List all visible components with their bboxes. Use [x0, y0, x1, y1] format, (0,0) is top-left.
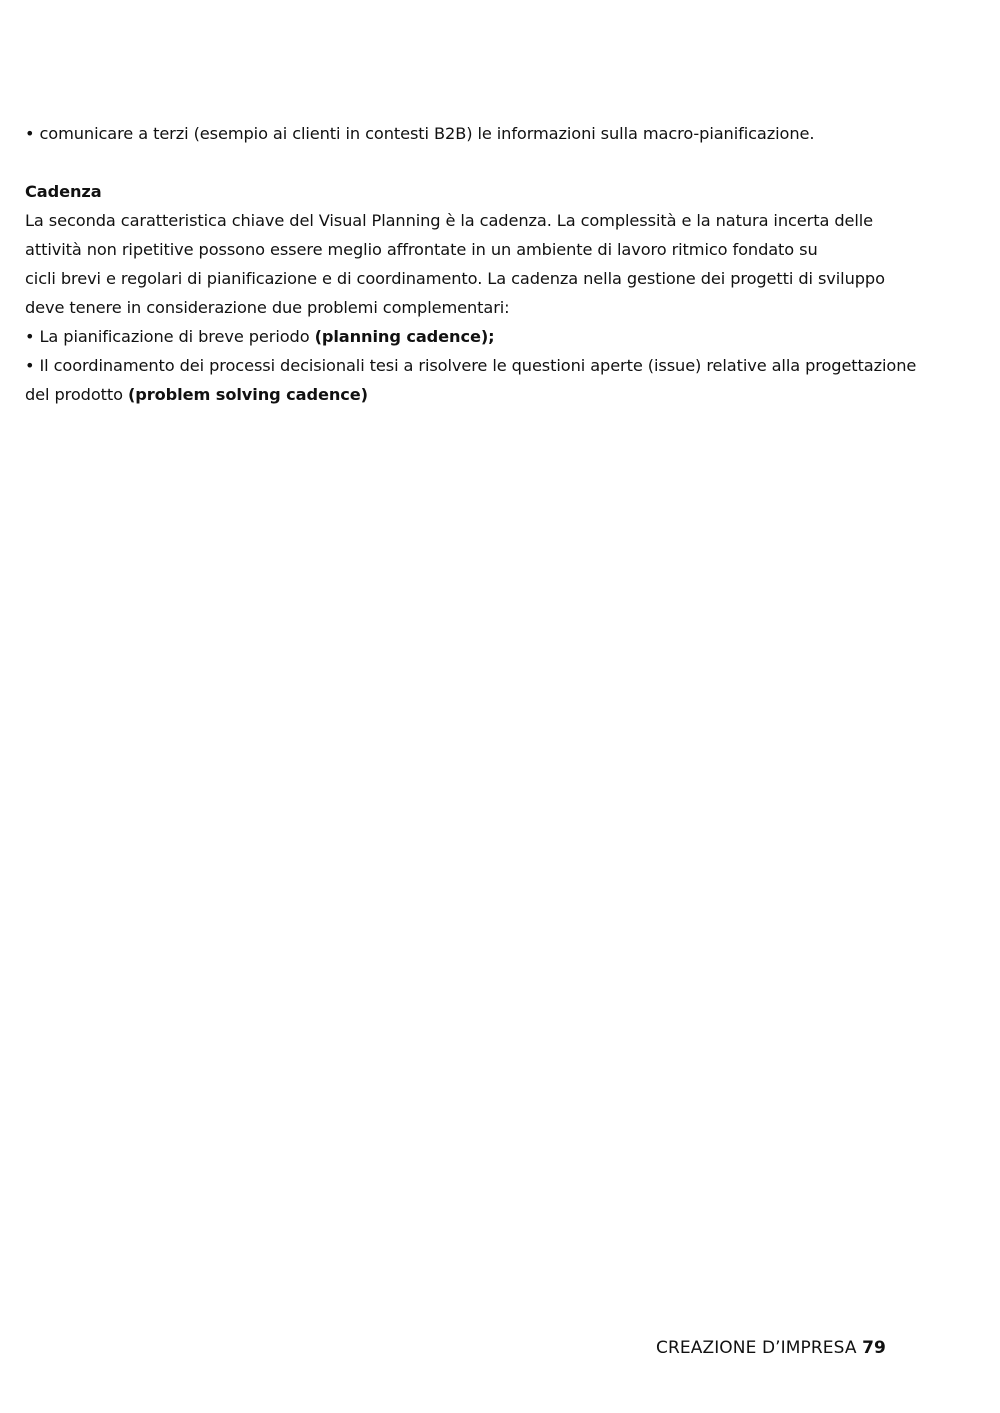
paragraph-line: deve tenere in considerazione due problemi complementari:: [25, 298, 510, 317]
bullet-bold-term: (planning cadence);: [314, 327, 495, 346]
bullet-planning-cadence: [25, 322, 970, 351]
page-number: 79: [862, 1338, 886, 1358]
bullet-coordination-line: • Il coordinamento dei processi decisionali tesi a risolvere le questioni aperte (issue) relative alla progettazione: [25, 356, 917, 375]
section-heading: Cadenza: [25, 182, 102, 201]
body-text: [25, 119, 970, 409]
paragraph-gap: [25, 148, 970, 177]
paragraph-line: attività non ripetitive possono essere meglio affrontate in un ambiente di lavoro ritmico fondato su: [25, 240, 818, 259]
paragraph-line: La seconda caratteristica chiave del Visual Planning è la cadenza. La complessità e la natura incerta delle: [25, 211, 874, 230]
bullet-intro: • comunicare a terzi (esempio ai clienti in contesti B2B) le informazioni sulla macro-pianificazione.: [25, 124, 815, 143]
bullet-problem-solving-cadence: [25, 380, 970, 409]
bullet-text: • La pianificazione di breve periodo: [25, 327, 315, 346]
paragraph-line: cicli brevi e regolari di pianificazione e di coordinamento. La cadenza nella gestione dei progetti di sviluppo: [25, 269, 885, 288]
running-title: CREAZIONE D’IMPRESA: [656, 1338, 863, 1358]
page-footer: [656, 1335, 886, 1361]
bullet-text: del prodotto: [25, 385, 128, 404]
bullet-bold-term: (problem solving cadence): [127, 385, 368, 404]
